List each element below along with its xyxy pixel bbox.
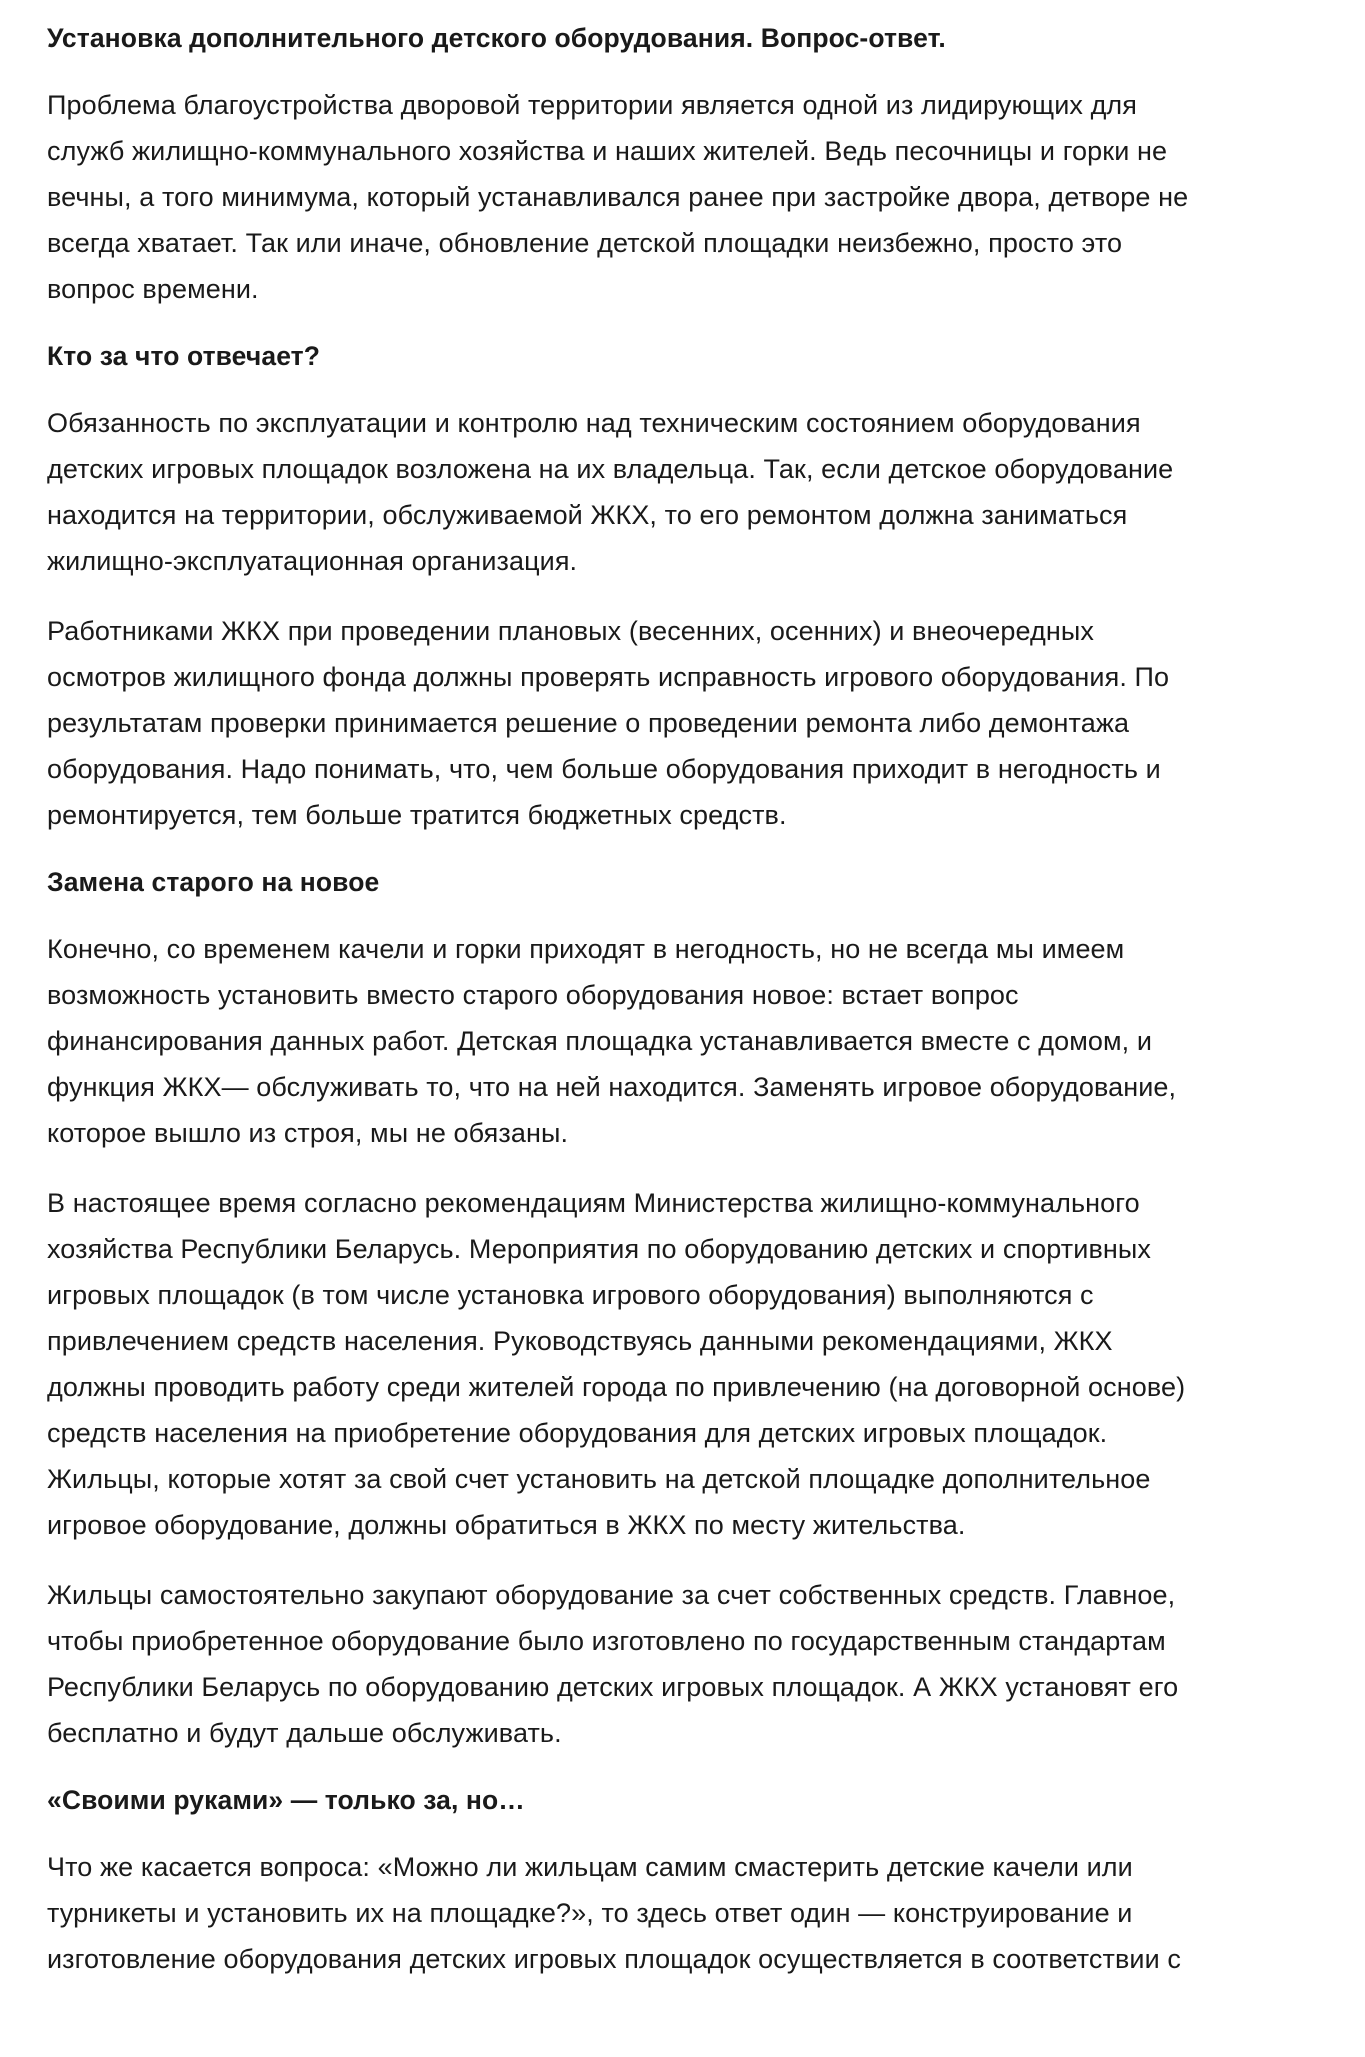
paragraph-line: Что же касается вопроса: «Можно ли жильцам самим смастерить детские качели или <box>47 1852 1133 1882</box>
paragraph-line: Жильцы самостоятельно закупают оборудование за счет собственных средств. Главное, <box>47 1580 1176 1610</box>
paragraph-line: детских игровых площадок возложена на их владельца. Так, если детское оборудование <box>47 454 1174 484</box>
paragraph-line: привлечением средств населения. Руководствуясь данными рекомендациями, ЖКХ <box>47 1326 1113 1356</box>
paragraph-line: Республики Беларусь по оборудованию детских игровых площадок. А ЖКХ установят его <box>47 1672 1179 1702</box>
document-page <box>47 18 1337 2006</box>
paragraph-line: В настоящее время согласно рекомендациям Министерства жилищно-коммунального <box>47 1188 1140 1218</box>
paragraph-line: Работниками ЖКХ при проведении плановых (весенних, осенних) и внеочередных <box>47 616 1095 646</box>
paragraph-line: оборудования. Надо понимать, что, чем больше оборудования приходит в негодность и <box>47 754 1161 784</box>
paragraph-line: находится на территории, обслуживаемой ЖКХ, то его ремонтом должна заниматься <box>47 500 1128 530</box>
paragraph <box>47 400 1337 584</box>
paragraph-line: Проблема благоустройства дворовой территории является одной из лидирующих для <box>47 90 1138 120</box>
paragraph-line: чтобы приобретенное оборудование было изготовлено по государственным стандартам <box>47 1626 1166 1656</box>
paragraph-line: которое вышло из строя, мы не обязаны. <box>47 1118 569 1148</box>
paragraph-line: игровых площадок (в том числе установка игрового оборудования) выполняются с <box>47 1280 1094 1310</box>
paragraph-line: хозяйства Республики Беларусь. Мероприятия по оборудованию детских и спортивных <box>47 1234 1152 1264</box>
paragraph-line: вопрос времени. <box>47 274 259 304</box>
paragraph <box>47 1572 1337 1756</box>
paragraph-line: финансирования данных работ. Детская площадка устанавливается вместе с домом, и <box>47 1026 1153 1056</box>
paragraph <box>47 608 1337 838</box>
paragraph-line: Конечно, со временем качели и горки приходят в негодность, но не всегда мы имеем <box>47 934 1125 964</box>
paragraph-line: игровое оборудование, должны обратиться в ЖКХ по месту жительства. <box>47 1510 966 1540</box>
paragraph-line: Жильцы, которые хотят за свой счет установить на детской площадке дополнительное <box>47 1464 1151 1494</box>
paragraph-line: вечны, а того минимума, который устанавливался ранее при застройке двора, детворе не <box>47 182 1189 212</box>
paragraph <box>47 1844 1337 1982</box>
section-heading: Кто за что отвечает? <box>47 341 321 371</box>
paragraph-line: изготовление оборудования детских игровых площадок осуществляется в соответствии с <box>47 1944 1181 1974</box>
paragraph-line: служб жилищно-коммунального хозяйства и наших жителей. Ведь песочницы и горки не <box>47 136 1168 166</box>
paragraph <box>47 1180 1337 1548</box>
paragraph <box>47 926 1337 1156</box>
paragraph-line: бесплатно и будут дальше обслуживать. <box>47 1718 562 1748</box>
document-title: Установка дополнительного детского оборудования. Вопрос-ответ. <box>47 23 946 53</box>
paragraph-line: Обязанность по эксплуатации и контролю над техническим состоянием оборудования <box>47 408 1141 438</box>
paragraph-line: всегда хватает. Так или иначе, обновление детской площадки неизбежно, просто это <box>47 228 1123 258</box>
paragraph-line: возможность установить вместо старого оборудования новое: встает вопрос <box>47 980 1019 1010</box>
paragraph-line: турникеты и установить их на площадке?», то здесь ответ один — конструирование и <box>47 1898 1133 1928</box>
section-heading: Замена старого на новое <box>47 867 380 897</box>
paragraph-line: функция ЖКХ— обслуживать то, что на ней находится. Заменять игровое оборудование, <box>47 1072 1177 1102</box>
paragraph-line: должны проводить работу среди жителей города по привлечению (на договорной основе) <box>47 1372 1186 1402</box>
section-heading: «Своими руками» — только за, но… <box>47 1785 525 1815</box>
document-body <box>47 82 1337 1982</box>
paragraph-line: жилищно-эксплуатационная организация. <box>47 546 578 576</box>
paragraph-line: результатам проверки принимается решение о проведении ремонта либо демонтажа <box>47 708 1130 738</box>
paragraph <box>47 82 1337 312</box>
paragraph-line: осмотров жилищного фонда должны проверять исправность игрового оборудования. По <box>47 662 1170 692</box>
paragraph-line: средств населения на приобретение оборудования для детских игровых площадок. <box>47 1418 1108 1448</box>
paragraph-line: ремонтируется, тем больше тратится бюджетных средств. <box>47 800 787 830</box>
